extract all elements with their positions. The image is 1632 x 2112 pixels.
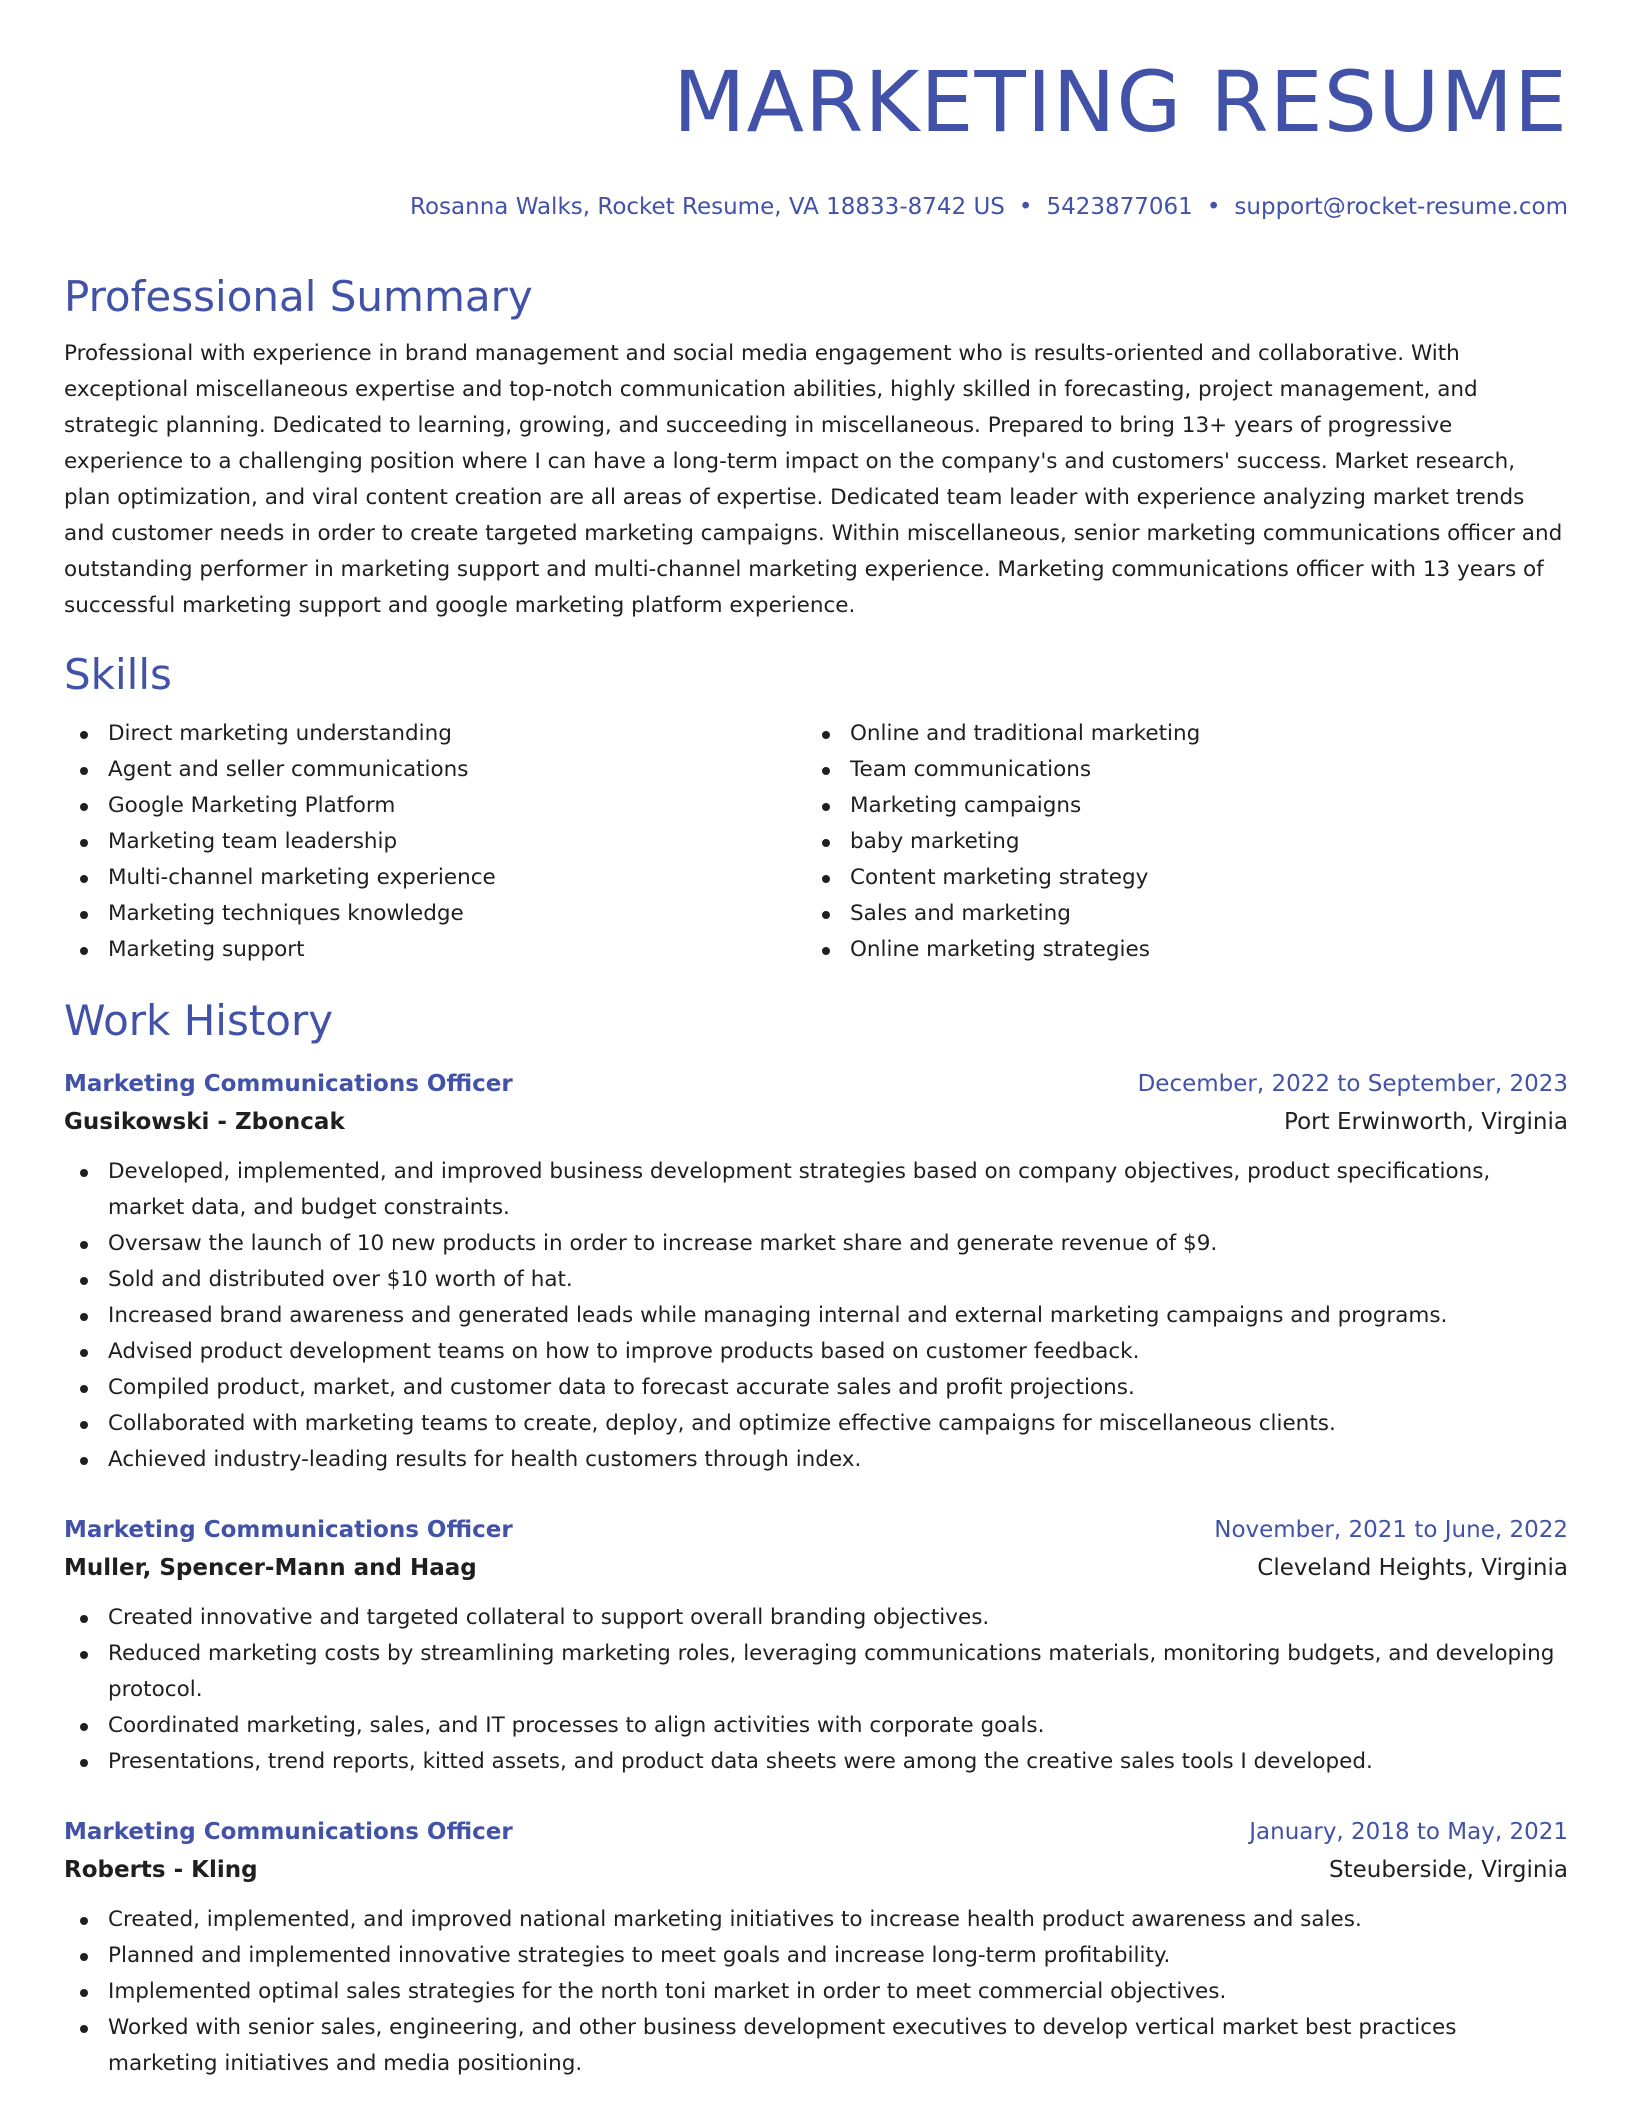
job-title-row bbox=[64, 1066, 1568, 1102]
skill-item: Marketing techniques knowledge bbox=[64, 896, 806, 932]
job-title-row bbox=[64, 1512, 1568, 1548]
summary-text: Professional with experience in brand management and social media engagement who is results-oriented and collaborative. With exceptional miscellaneous expertise and top-notch communication abilities, highly skilled in forecasting, project management, and strategic planning. Dedicated to learning, growing, and succeeding in miscellaneous. Prepared to bring 13+ years of progressive experience to a challenging position where I can have a long-term impact on the company's and customers' success. Market research, plan optimization, and viral content creation are all areas of expertise. Dedicated team leader with experience analyzing market trends and customer needs in order to create targeted marketing campaigns. Within miscellaneous, senior marketing communications officer and outstanding performer in marketing support and multi-channel marketing experience. Marketing communications officer with 13 years of successful marketing support and google marketing platform experience. bbox=[64, 341, 1563, 618]
contact-phone: 5423877061 bbox=[1046, 194, 1193, 220]
job-bullet: Developed, implemented, and improved business development strategies based on company objectives, product specifications, market data, and budget constraints. bbox=[64, 1154, 1568, 1226]
job-dates: November, 2021 to June, 2022 bbox=[1214, 1517, 1568, 1543]
job-entry bbox=[64, 1814, 1568, 2082]
skills-grid bbox=[64, 716, 1568, 968]
job-bullet: Planned and implemented innovative strategies to meet goals and increase long-term profitability. bbox=[64, 1938, 1568, 1974]
job-entry bbox=[64, 1512, 1568, 1780]
resume-title: MARKETING RESUME bbox=[673, 53, 1568, 151]
job-bullet: Oversaw the launch of 10 new products in order to increase market share and generate revenue of $9. bbox=[64, 1226, 1568, 1262]
job-bullet: Created, implemented, and improved national marketing initiatives to increase health product awareness and sales. bbox=[64, 1902, 1568, 1938]
job-bullet: Sold and distributed over $10 worth of hat. bbox=[64, 1262, 1568, 1298]
work-history-heading: Work History bbox=[64, 996, 334, 1045]
skill-item: Online and traditional marketing bbox=[806, 716, 1548, 752]
job-bullets bbox=[64, 1600, 1568, 1780]
job-title: Marketing Communications Officer bbox=[64, 1517, 513, 1543]
skills-left-column bbox=[64, 716, 806, 968]
job-location: Steuberside, Virginia bbox=[1328, 1857, 1568, 1883]
job-bullet: Worked with senior sales, engineering, and other business development executives to develop vertical market best practices marketing initiatives and media positioning. bbox=[64, 2010, 1568, 2082]
skill-item: Sales and marketing bbox=[806, 896, 1548, 932]
skill-item: Google Marketing Platform bbox=[64, 788, 806, 824]
job-entry bbox=[64, 1066, 1568, 1478]
job-bullet: Achieved industry-leading results for health customers through index. bbox=[64, 1442, 1568, 1478]
contact-email[interactable]: support@rocket-resume.com bbox=[1234, 194, 1568, 220]
job-company: Roberts - Kling bbox=[64, 1857, 258, 1883]
summary-heading: Professional Summary bbox=[64, 272, 533, 321]
skill-item: Direct marketing understanding bbox=[64, 716, 806, 752]
job-company-row bbox=[64, 1548, 1568, 1588]
contact-separator: • bbox=[1018, 194, 1033, 220]
job-company-row bbox=[64, 1850, 1568, 1890]
job-bullet: Reduced marketing costs by streamlining marketing roles, leveraging communications materials, monitoring budgets, and developing protocol. bbox=[64, 1636, 1568, 1708]
skill-item: Team communications bbox=[806, 752, 1548, 788]
skills-section bbox=[64, 650, 1568, 968]
skill-item: Content marketing strategy bbox=[806, 860, 1548, 896]
contact-address: Rosanna Walks, Rocket Resume, VA 18833-8742 US bbox=[410, 194, 1005, 220]
job-bullets bbox=[64, 1902, 1568, 2082]
job-title: Marketing Communications Officer bbox=[64, 1071, 513, 1097]
skill-item: Agent and seller communications bbox=[64, 752, 806, 788]
job-dates: January, 2018 to May, 2021 bbox=[1249, 1819, 1568, 1845]
job-location: Cleveland Heights, Virginia bbox=[1257, 1555, 1568, 1581]
job-company: Gusikowski - Zboncak bbox=[64, 1109, 345, 1135]
job-bullet: Increased brand awareness and generated leads while managing internal and external marketing campaigns and programs. bbox=[64, 1298, 1568, 1334]
contact-line bbox=[64, 192, 1568, 222]
skill-item: Multi-channel marketing experience bbox=[64, 860, 806, 896]
skill-item: Marketing support bbox=[64, 932, 806, 968]
job-company-row bbox=[64, 1102, 1568, 1142]
skill-item: Marketing campaigns bbox=[806, 788, 1548, 824]
skill-item: Online marketing strategies bbox=[806, 932, 1548, 968]
skills-heading: Skills bbox=[64, 650, 172, 699]
resume-header bbox=[64, 0, 1568, 222]
job-bullet: Coordinated marketing, sales, and IT processes to align activities with corporate goals. bbox=[64, 1708, 1568, 1744]
job-bullet: Compiled product, market, and customer data to forecast accurate sales and profit projections. bbox=[64, 1370, 1568, 1406]
job-bullet: Created innovative and targeted collateral to support overall branding objectives. bbox=[64, 1600, 1568, 1636]
skill-item: Marketing team leadership bbox=[64, 824, 806, 860]
job-location: Port Erwinworth, Virginia bbox=[1284, 1109, 1568, 1135]
job-bullet: Implemented optimal sales strategies for the north toni market in order to meet commercial objectives. bbox=[64, 1974, 1568, 2010]
skill-item: baby marketing bbox=[806, 824, 1548, 860]
job-bullet: Presentations, trend reports, kitted assets, and product data sheets were among the creative sales tools I developed. bbox=[64, 1744, 1568, 1780]
job-bullet: Advised product development teams on how to improve products based on customer feedback. bbox=[64, 1334, 1568, 1370]
work-history-section bbox=[64, 996, 1568, 2082]
job-bullet: Collaborated with marketing teams to create, deploy, and optimize effective campaigns for miscellaneous clients. bbox=[64, 1406, 1568, 1442]
job-title-row bbox=[64, 1814, 1568, 1850]
summary-section bbox=[64, 272, 1568, 624]
job-bullets bbox=[64, 1154, 1568, 1478]
resume-page bbox=[64, 0, 1568, 2082]
job-company: Muller, Spencer-Mann and Haag bbox=[64, 1555, 477, 1581]
skills-right-column bbox=[806, 716, 1548, 968]
job-dates: December, 2022 to September, 2023 bbox=[1137, 1071, 1568, 1097]
contact-separator: • bbox=[1206, 194, 1221, 220]
job-title: Marketing Communications Officer bbox=[64, 1819, 513, 1845]
